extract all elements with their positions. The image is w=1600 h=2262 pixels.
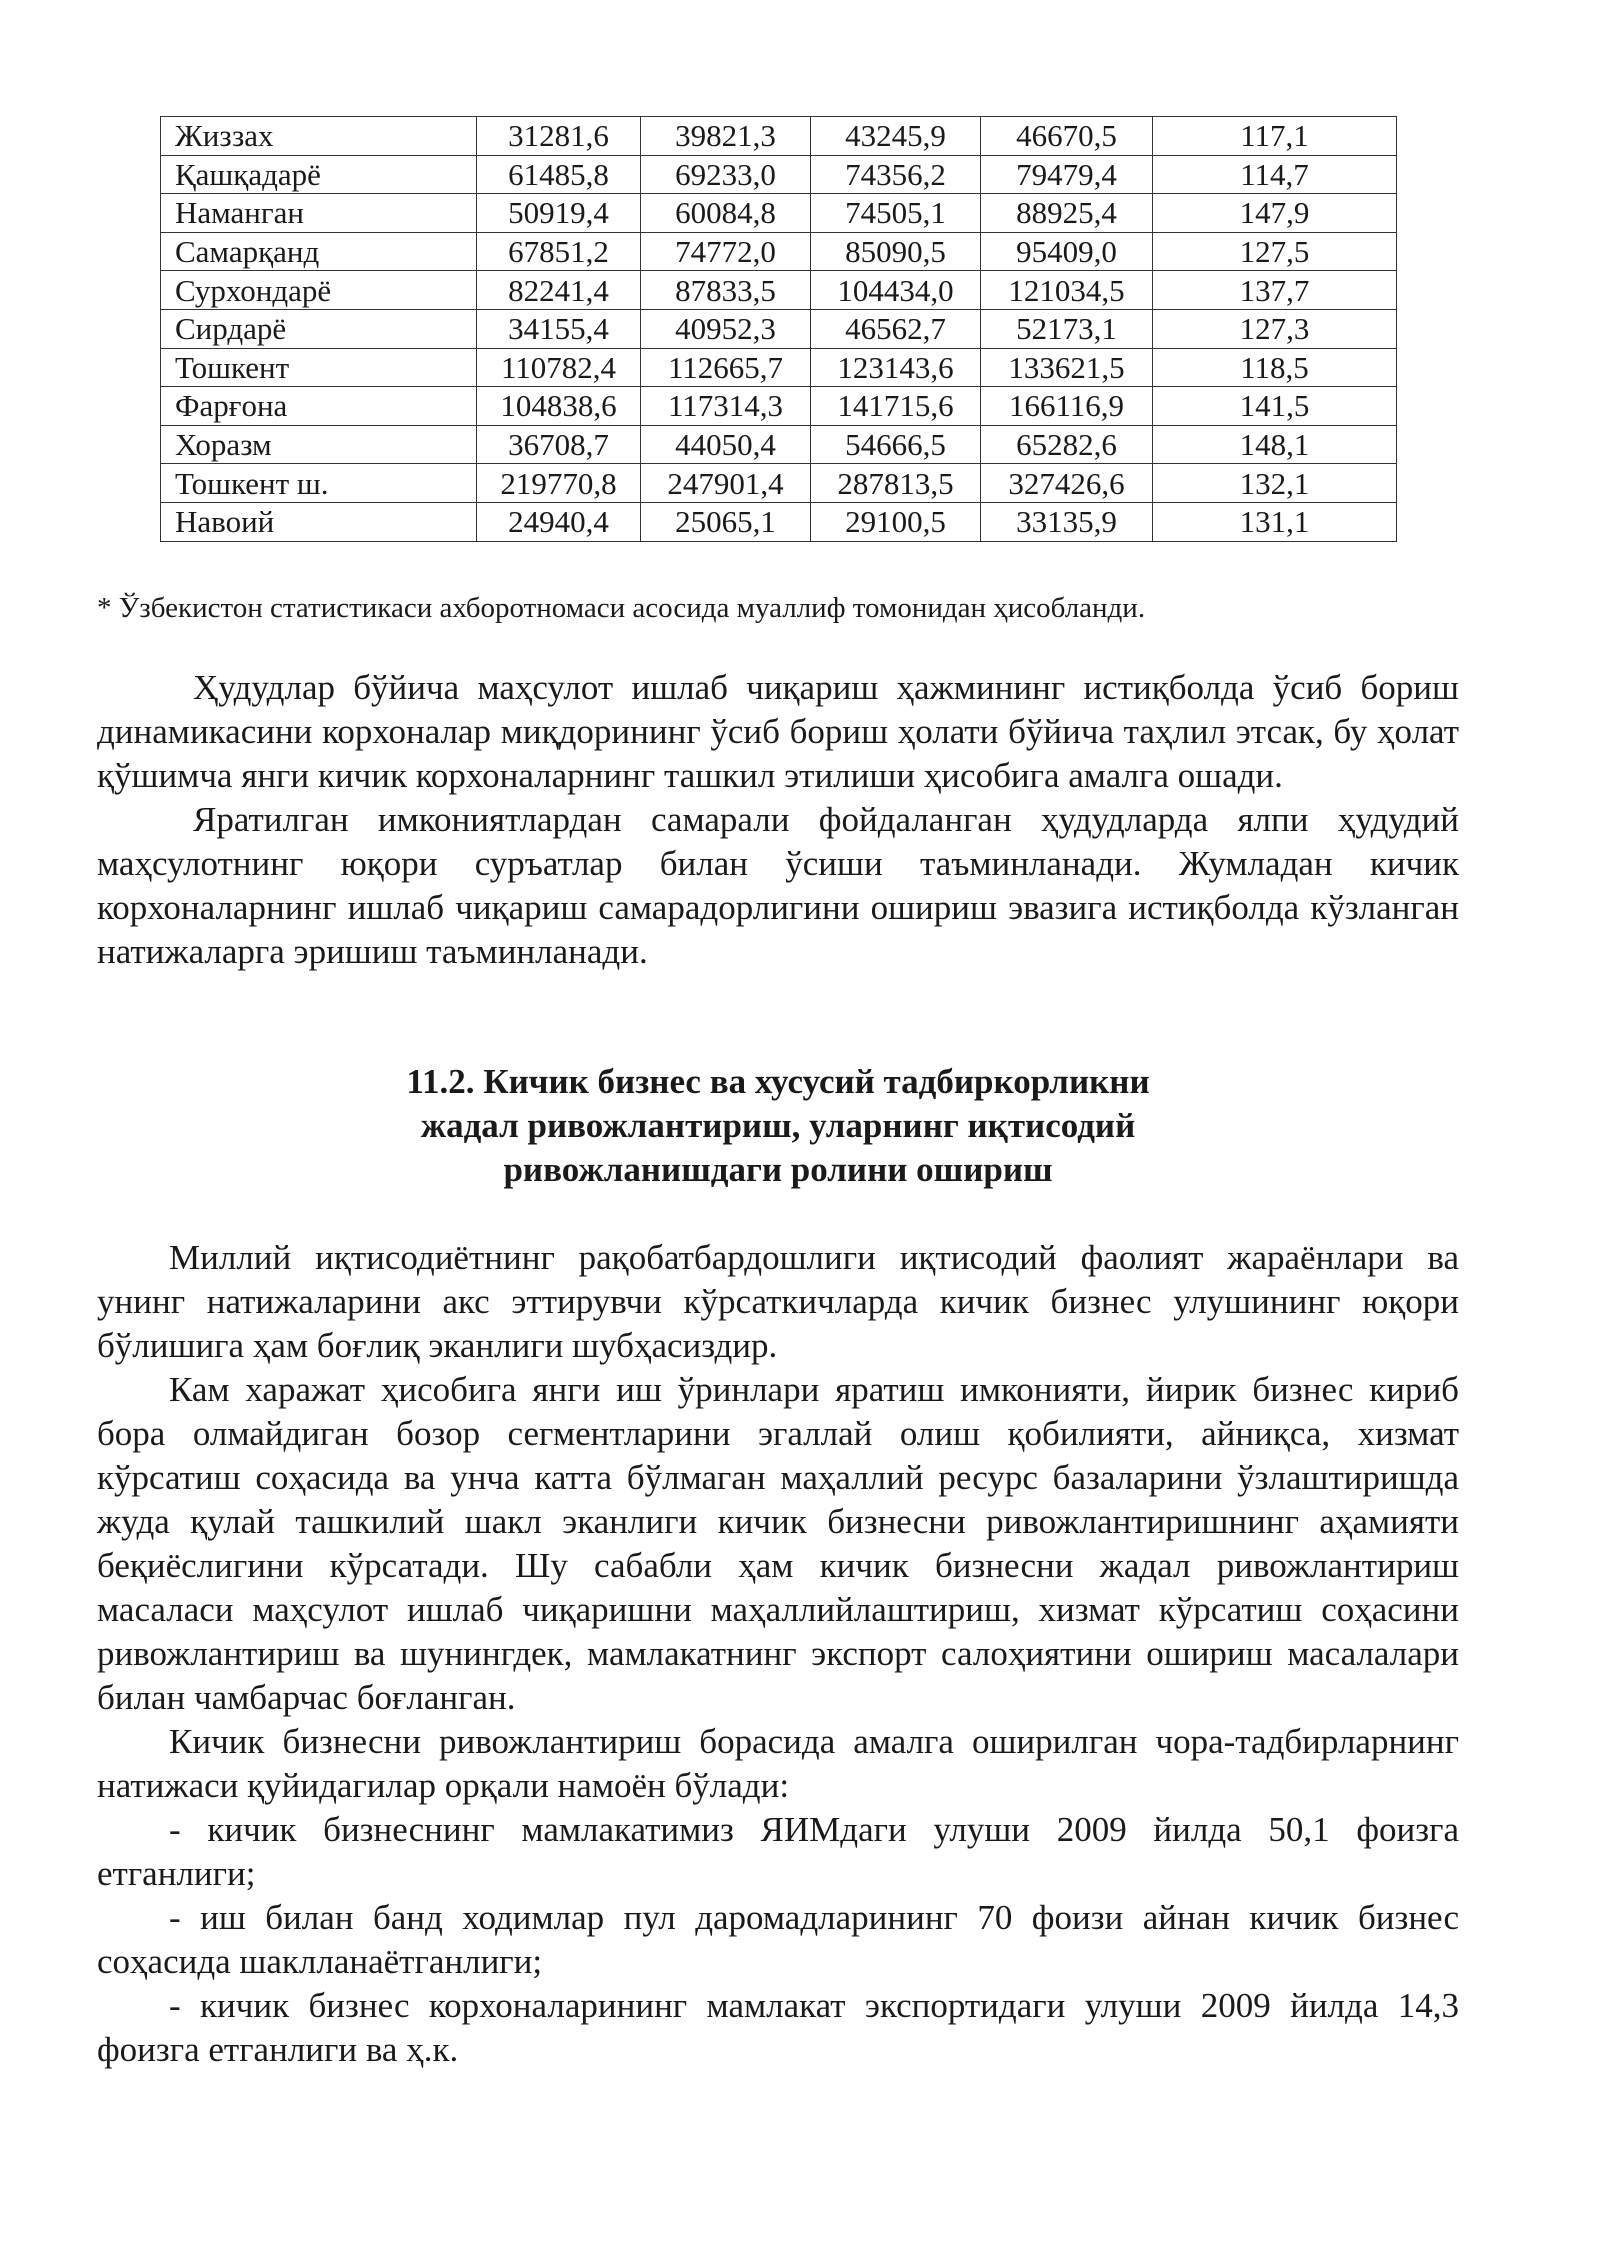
table-cell: 112665,7 xyxy=(641,348,811,387)
table-cell: 33135,9 xyxy=(981,502,1153,541)
table-cell: 88925,4 xyxy=(981,194,1153,233)
table-cell: 40952,3 xyxy=(641,309,811,348)
table-cell: 74505,1 xyxy=(811,194,981,233)
table-cell: 34155,4 xyxy=(477,309,641,348)
intro-text-block xyxy=(97,666,1459,974)
table-cell: 60084,8 xyxy=(641,194,811,233)
table-cell: 127,5 xyxy=(1153,232,1397,271)
table-cell: 87833,5 xyxy=(641,271,811,310)
table-cell: 74356,2 xyxy=(811,155,981,194)
table-cell: 24940,4 xyxy=(477,502,641,541)
region-name: Жиззах xyxy=(161,117,477,156)
table-cell: 61485,8 xyxy=(477,155,641,194)
table-cell: 52173,1 xyxy=(981,309,1153,348)
paragraph: Яратилган имкониятлардан самарали фойдаланган ҳудудларда ялпи ҳудудий маҳсулотнинг юқори суръатлар билан ўсиши таъминланади. Жумладан кичик корхоналарнинг ишлаб чиқариш самарадорлигини ошириш эвазига истиқболда кўзланган натижаларга эришиш таъминланади. xyxy=(97,800,1459,971)
table-cell: 327426,6 xyxy=(981,464,1153,503)
table-cell: 46670,5 xyxy=(981,117,1153,156)
region-name: Сирдарё xyxy=(161,309,477,348)
table-cell: 118,5 xyxy=(1153,348,1397,387)
list-item: - кичик бизнеснинг мамлакатимиз ЯИМдаги улуши 2009 йилда 50,1 фоизга етганлиги; xyxy=(97,1810,1459,1893)
table-cell: 133621,5 xyxy=(981,348,1153,387)
table-cell: 132,1 xyxy=(1153,464,1397,503)
table-cell: 127,3 xyxy=(1153,309,1397,348)
paragraph: Кам харажат ҳисобига янги иш ўринлари яратиш имконияти, йирик бизнес кириб бора олмайдиган бозор сегментларини эгаллай олиш қобилияти, айниқса, хизмат кўрсатиш соҳасида ва унча катта бўлмаган маҳаллий ресурс базаларини ўзлаштиришда жуда қулай ташкилий шакл эканлиги кичик бизнесни ривожлантиришнинг аҳамияти беқиёслигини кўрсатади. Шу сабабли ҳам кичик бизнесни жадал ривожлантириш масаласи маҳсулот ишлаб чиқаришни маҳаллийлаштириш, хизмат кўрсатиш соҳасини ривожлантириш ва шунингдек, мамлакатнинг экспорт салоҳиятини ошириш масалалари билан чамбарчас боғланган. xyxy=(97,1370,1459,1717)
table-row xyxy=(161,464,1397,503)
section-heading-line: жадал ривожлантириш, уларнинг иқтисодий xyxy=(420,1106,1136,1145)
table-cell: 50919,4 xyxy=(477,194,641,233)
table-cell: 137,7 xyxy=(1153,271,1397,310)
table-source-footnote: * Ўзбекистон статистикаси ахборотномаси асосида муаллиф томонидан ҳисобланди. xyxy=(97,592,1146,624)
table-row xyxy=(161,155,1397,194)
region-name: Сурхондарё xyxy=(161,271,477,310)
table-row xyxy=(161,387,1397,426)
table-cell: 95409,0 xyxy=(981,232,1153,271)
table-row xyxy=(161,425,1397,464)
table-cell: 54666,5 xyxy=(811,425,981,464)
region-name: Хоразм xyxy=(161,425,477,464)
table-cell: 148,1 xyxy=(1153,425,1397,464)
list-item: - иш билан банд ходимлар пул даромадларининг 70 фоизи айнан кичик бизнес соҳасида шаклланаётганлиги; xyxy=(97,1898,1459,1981)
table-cell: 85090,5 xyxy=(811,232,981,271)
region-name: Тошкент ш. xyxy=(161,464,477,503)
table-row xyxy=(161,232,1397,271)
table-cell: 147,9 xyxy=(1153,194,1397,233)
table-row xyxy=(161,348,1397,387)
section-heading-line: 11.2. Кичик бизнес ва хусусий тадбиркорликни xyxy=(406,1062,1150,1101)
table-row xyxy=(161,194,1397,233)
table-cell: 117314,3 xyxy=(641,387,811,426)
section-heading-line: ривожланишдаги ролини ошириш xyxy=(503,1150,1053,1189)
table-cell: 219770,8 xyxy=(477,464,641,503)
region-name: Қашқадарё xyxy=(161,155,477,194)
table-cell: 287813,5 xyxy=(811,464,981,503)
table-cell: 43245,9 xyxy=(811,117,981,156)
table-cell: 46562,7 xyxy=(811,309,981,348)
table-cell: 123143,6 xyxy=(811,348,981,387)
table-cell: 69233,0 xyxy=(641,155,811,194)
table-row xyxy=(161,502,1397,541)
regions-table-body xyxy=(161,117,1397,542)
table-cell: 29100,5 xyxy=(811,502,981,541)
region-name: Самарқанд xyxy=(161,232,477,271)
table-cell: 141715,6 xyxy=(811,387,981,426)
table-cell: 104434,0 xyxy=(811,271,981,310)
paragraph: Кичик бизнесни ривожлантириш борасида амалга оширилган чора-тадбирларнинг натижаси қуйидагилар орқали намоён бўлади: xyxy=(97,1722,1459,1805)
region-name: Фарғона xyxy=(161,387,477,426)
table-cell: 36708,7 xyxy=(477,425,641,464)
paragraph: Миллий иқтисодиётнинг рақобатбардошлиги иқтисодий фаолият жараёнлари ва унинг натижаларини акс эттирувчи кўрсаткичларда кичик бизнес улушининг юқори бўлишига ҳам боғлиқ эканлиги шубҳасиздир. xyxy=(97,1238,1459,1365)
table-cell: 131,1 xyxy=(1153,502,1397,541)
table-row xyxy=(161,117,1397,156)
table-cell: 114,7 xyxy=(1153,155,1397,194)
table-cell: 39821,3 xyxy=(641,117,811,156)
table-cell: 110782,4 xyxy=(477,348,641,387)
regions-table xyxy=(160,116,1397,542)
table-cell: 117,1 xyxy=(1153,117,1397,156)
region-name: Навоий xyxy=(161,502,477,541)
table-cell: 74772,0 xyxy=(641,232,811,271)
paragraph: Ҳудудлар бўйича маҳсулот ишлаб чиқариш ҳажмининг истиқболда ўсиб бориш динамикасини корхоналар миқдорининг ўсиб бориш ҳолати бўйича таҳлил этсак, бу ҳолат қўшимча янги кичик корхоналарнинг ташкил этилиши ҳисобига амалга ошади. xyxy=(97,668,1459,795)
table-cell: 104838,6 xyxy=(477,387,641,426)
section-text-block xyxy=(97,1236,1459,2072)
table-row xyxy=(161,271,1397,310)
table-cell: 141,5 xyxy=(1153,387,1397,426)
table-cell: 166116,9 xyxy=(981,387,1153,426)
table-cell: 31281,6 xyxy=(477,117,641,156)
section-heading xyxy=(97,1060,1459,1192)
table-cell: 25065,1 xyxy=(641,502,811,541)
table-row xyxy=(161,309,1397,348)
table-cell: 44050,4 xyxy=(641,425,811,464)
table-cell: 247901,4 xyxy=(641,464,811,503)
table-cell: 121034,5 xyxy=(981,271,1153,310)
region-name: Наманган xyxy=(161,194,477,233)
table-cell: 82241,4 xyxy=(477,271,641,310)
table-cell: 67851,2 xyxy=(477,232,641,271)
table-cell: 65282,6 xyxy=(981,425,1153,464)
region-name: Тошкент xyxy=(161,348,477,387)
table-cell: 79479,4 xyxy=(981,155,1153,194)
list-item: - кичик бизнес корхоналарининг мамлакат экспортидаги улуши 2009 йилда 14,3 фоизга етганлиги ва ҳ.к. xyxy=(97,1986,1459,2069)
